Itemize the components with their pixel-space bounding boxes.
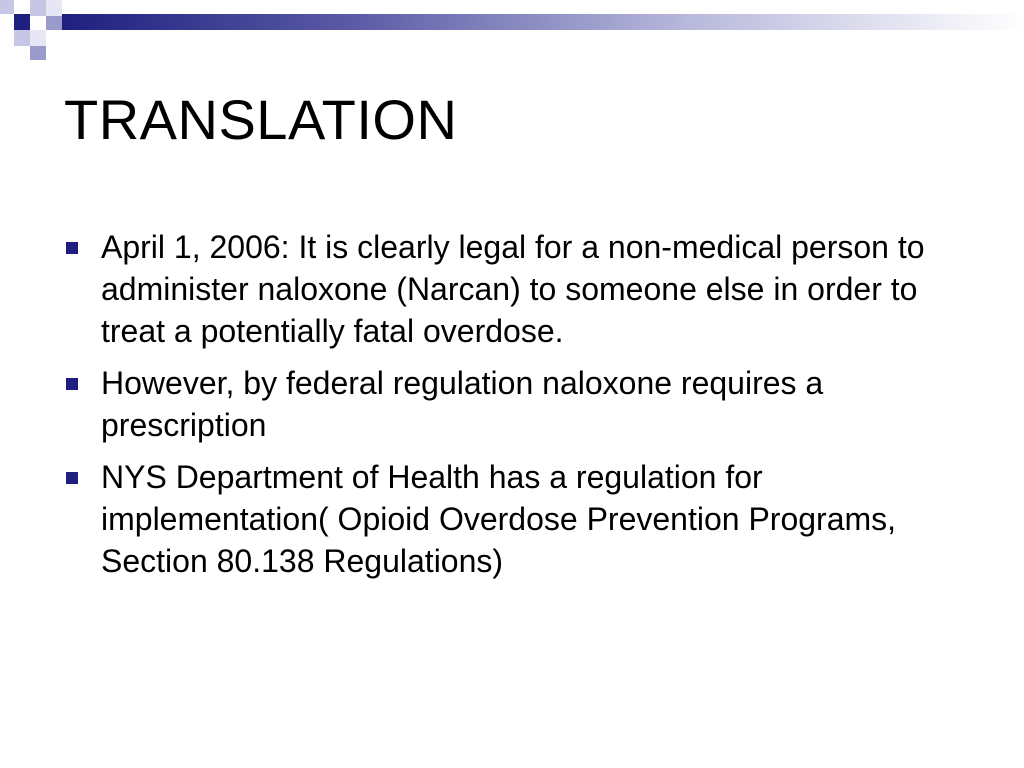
decorative-square — [0, 0, 14, 14]
bullet-list — [64, 226, 964, 592]
decorative-square — [46, 0, 62, 16]
decorative-square — [14, 14, 30, 30]
bullet-item — [64, 226, 964, 352]
decorative-square — [30, 30, 46, 46]
decorative-square — [46, 16, 62, 30]
header-gradient-band — [62, 14, 1024, 30]
decorative-square — [30, 46, 46, 60]
decorative-square — [30, 0, 46, 16]
square-bullet-icon — [66, 378, 78, 390]
slide-title: TRANSLATION — [64, 88, 458, 151]
bullet-item — [64, 362, 964, 446]
bullet-text: However, by federal regulation naloxone requires a prescription — [101, 365, 824, 443]
bullet-item — [64, 456, 964, 582]
square-bullet-icon — [66, 242, 78, 254]
decorative-square — [14, 30, 30, 46]
bullet-text: April 1, 2006: It is clearly legal for a non-medical person to administer naloxone (Narcan) to someone else in order to treat a potentially fatal overdose. — [101, 229, 925, 349]
bullet-text: NYS Department of Health has a regulation for implementation( Opioid Overdose Prevention Programs, Section 80.138 Regulations) — [101, 459, 897, 579]
square-bullet-icon — [66, 472, 78, 484]
